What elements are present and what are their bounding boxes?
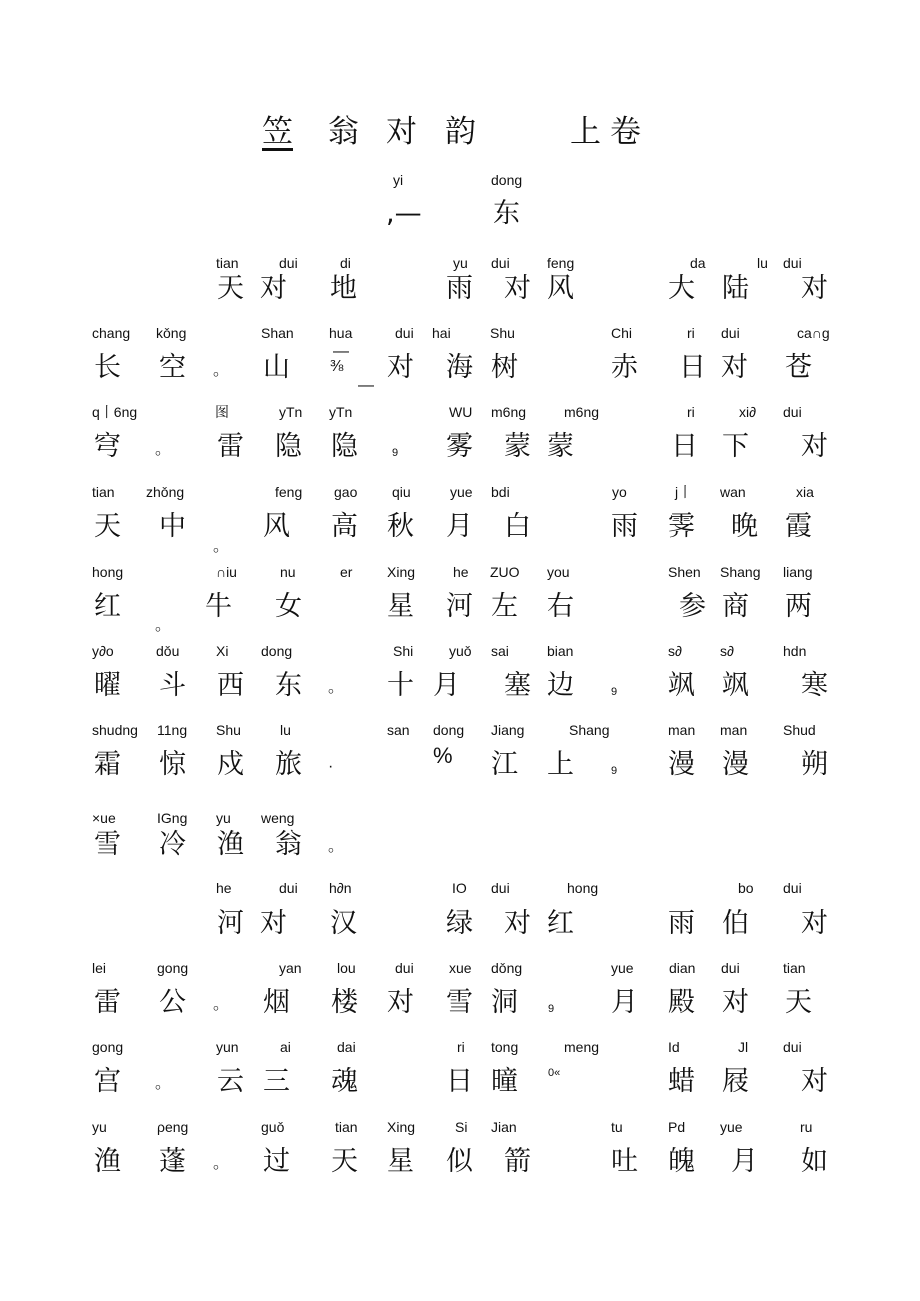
hanzi: 宫	[94, 1066, 121, 1097]
hanzi: 对	[387, 352, 414, 383]
scan-artifact: 0«	[548, 1067, 561, 1079]
hanzi: 对	[260, 908, 287, 939]
punctuation-mark: 。	[155, 617, 172, 634]
hanzi: 对	[504, 908, 531, 939]
pinyin: dong	[491, 172, 523, 188]
hanzi: 楼	[331, 987, 358, 1018]
pinyin: ai	[280, 1039, 291, 1055]
hanzi: 月	[731, 1146, 758, 1177]
hanzi: 晚	[731, 511, 758, 542]
hanzi: 绿	[446, 908, 473, 939]
pinyin: ρeng	[157, 1119, 189, 1135]
pinyin: dong	[261, 643, 293, 659]
hanzi: 吐	[611, 1146, 638, 1177]
hanzi: 天	[785, 987, 812, 1018]
hanzi: 东	[493, 198, 520, 229]
pinyin: Shu	[490, 325, 515, 341]
hanzi: 魂	[331, 1066, 358, 1097]
pinyin: WU	[449, 404, 473, 420]
pinyin: h∂n	[329, 880, 352, 896]
pinyin: kǒng	[156, 325, 187, 341]
pinyin: er	[340, 564, 353, 580]
hanzi: 日	[671, 431, 698, 462]
hanzi: 商	[722, 591, 749, 622]
hanzi: 云	[217, 1066, 244, 1097]
pinyin: Jiang	[491, 722, 525, 738]
title-char: 韵	[445, 114, 476, 150]
hanzi: 曜	[94, 670, 121, 701]
scan-artifact: —	[358, 377, 374, 394]
hanzi: 对	[722, 987, 749, 1018]
hanzi: 对	[801, 273, 828, 304]
pinyin: tong	[491, 1039, 519, 1055]
hanzi: 汉	[330, 908, 357, 939]
pinyin: Shi	[393, 643, 414, 659]
hanzi: 雷	[217, 431, 244, 462]
hanzi: 斗	[159, 670, 186, 701]
punctuation-mark: 。	[328, 838, 345, 855]
pinyin: sai	[491, 643, 509, 659]
pinyin: tian	[216, 255, 239, 271]
pinyin: yue	[611, 960, 634, 976]
pinyin: Shan	[261, 325, 294, 341]
hanzi: 穹	[94, 431, 121, 462]
hanzi: 下	[722, 431, 749, 462]
pinyin: ri	[687, 404, 695, 420]
hanzi: 漫	[668, 749, 695, 780]
hanzi: 两	[785, 591, 812, 622]
hanzi: 雨	[446, 273, 473, 304]
title-char: 卷	[610, 114, 641, 150]
hanzi: 十	[387, 670, 414, 701]
pinyin: shudng	[92, 722, 138, 738]
hanzi: 长	[94, 352, 121, 383]
pinyin: yan	[279, 960, 302, 976]
pinyin: gong	[157, 960, 189, 976]
pinyin: IO	[452, 880, 467, 896]
hanzi: 边	[547, 670, 574, 701]
hanzi: 对	[801, 908, 828, 939]
punctuation-mark: 。	[155, 441, 172, 458]
hanzi: 参	[679, 591, 706, 622]
hanzi: 蜡	[668, 1066, 695, 1097]
hanzi: 秋	[387, 511, 414, 542]
title-char: 上	[570, 114, 601, 150]
hanzi: 女	[275, 591, 302, 622]
pinyin: dui	[279, 255, 298, 271]
hanzi: 风	[263, 511, 290, 542]
hanzi: 渔	[94, 1146, 121, 1177]
pinyin: guǒ	[261, 1119, 285, 1135]
pinyin: man	[668, 722, 696, 738]
hanzi: 伯	[722, 908, 749, 939]
hanzi: 旅	[275, 749, 302, 780]
pinyin: hdn	[783, 643, 807, 659]
hanzi: 河	[446, 591, 473, 622]
hanzi: 月	[611, 987, 638, 1018]
pinyin: dai	[337, 1039, 356, 1055]
hanzi: 烟	[263, 987, 290, 1018]
pinyin: di	[340, 255, 351, 271]
pinyin: lou	[337, 960, 356, 976]
pinyin: dian	[669, 960, 696, 976]
pinyin: man	[720, 722, 748, 738]
punctuation-mark: 。	[213, 538, 230, 555]
hanzi: 对	[504, 273, 531, 304]
pinyin: ri	[687, 325, 695, 341]
hanzi: 对	[260, 273, 287, 304]
hanzi: 渔	[217, 829, 244, 860]
pinyin: s∂	[720, 643, 734, 659]
punctuation-mark: ·	[328, 758, 334, 775]
hanzi: 海	[446, 352, 473, 383]
hanzi: 魄	[668, 1146, 695, 1177]
pinyin: j丨	[675, 484, 693, 500]
pinyin: ∩iu	[216, 564, 237, 580]
pinyin: Xi	[216, 643, 229, 659]
hanzi: 空	[159, 352, 186, 383]
title-char: 笠	[262, 114, 293, 150]
hanzi: 戍	[217, 749, 244, 780]
punctuation-mark: 。	[328, 679, 345, 696]
hanzi: 右	[547, 591, 574, 622]
pinyin: gong	[92, 1039, 124, 1055]
pinyin: yue	[450, 484, 473, 500]
pinyin: yTn	[279, 404, 303, 420]
pinyin: liang	[783, 564, 813, 580]
hanzi: 陆	[722, 273, 749, 304]
pinyin: Shang	[720, 564, 761, 580]
hanzi: 隐	[331, 431, 358, 462]
hanzi: 雨	[611, 511, 638, 542]
pinyin: meng	[564, 1039, 600, 1055]
pinyin: lu	[757, 255, 768, 271]
pinyin: dui	[721, 325, 740, 341]
hanzi: 风	[547, 273, 574, 304]
pinyin: Chi	[611, 325, 633, 341]
hanzi: 惊	[159, 749, 186, 780]
punctuation-mark: 。	[213, 362, 230, 379]
pinyin: dong	[433, 722, 465, 738]
hanzi: 天	[94, 511, 121, 542]
pinyin: wan	[720, 484, 746, 500]
pinyin: gao	[334, 484, 358, 500]
pinyin: feng	[547, 255, 575, 271]
hanzi: 洞	[491, 987, 518, 1018]
pinyin: dui	[783, 1039, 802, 1055]
pinyin: ri	[457, 1039, 465, 1055]
hanzi: 雪	[94, 829, 121, 860]
hanzi: 苍	[785, 352, 812, 383]
hanzi: 箭	[504, 1146, 531, 1177]
hanzi: 霞	[785, 511, 812, 542]
scan-artifact: 9	[611, 686, 618, 698]
scan-artifact: 9	[392, 447, 399, 459]
hanzi: 雪	[446, 987, 473, 1018]
pinyin: yu	[216, 810, 231, 826]
pinyin: yu	[92, 1119, 107, 1135]
pinyin: dui	[783, 880, 802, 896]
punctuation-mark: 。	[155, 1075, 172, 1092]
hanzi: 白	[504, 511, 531, 542]
hanzi: 冷	[159, 829, 186, 860]
punctuation-mark: 。	[213, 996, 230, 1013]
pinyin: Shu	[216, 722, 241, 738]
pinyin: he	[453, 564, 469, 580]
hanzi: 大	[668, 273, 695, 304]
hanzi: 蓬	[159, 1146, 186, 1177]
hanzi: 雾	[446, 431, 473, 462]
title-char: 翁	[328, 114, 359, 150]
hanzi: 翁	[275, 829, 302, 860]
hanzi: 赤	[611, 352, 638, 383]
pinyin: xi∂	[739, 404, 757, 420]
hanzi: 屐	[722, 1066, 749, 1097]
pinyin: bdi	[491, 484, 510, 500]
hanzi: 蒙	[547, 431, 574, 462]
hanzi: 对	[801, 1066, 828, 1097]
pinyin: yo	[612, 484, 627, 500]
pinyin: chang	[92, 325, 131, 341]
pinyin: qiu	[392, 484, 411, 500]
hanzi: 中	[159, 511, 186, 542]
pinyin: dui	[279, 880, 298, 896]
pinyin: zhǒng	[146, 484, 185, 500]
pinyin: ca∩g	[797, 325, 830, 341]
hanzi: 蒙	[504, 431, 531, 462]
pinyin: dui	[783, 255, 802, 271]
pinyin: Jl	[738, 1039, 749, 1055]
hanzi: 红	[547, 908, 574, 939]
hanzi: 漫	[722, 749, 749, 780]
pinyin: dǒu	[156, 643, 180, 659]
hanzi: 霜	[94, 749, 121, 780]
pinyin: m6ng	[564, 404, 600, 420]
hanzi: 日	[679, 352, 706, 383]
pinyin: dui	[395, 325, 414, 341]
hanzi: 天	[217, 273, 244, 304]
pinyin: lu	[280, 722, 291, 738]
pinyin: Xing	[387, 564, 416, 580]
pinyin: tu	[611, 1119, 623, 1135]
hanzi: 高	[331, 511, 358, 542]
pinyin: hua	[329, 325, 353, 341]
hanzi: 雷	[94, 987, 121, 1018]
hanzi: 飒	[668, 670, 695, 701]
pinyin: Xing	[387, 1119, 416, 1135]
pinyin: xia	[796, 484, 814, 500]
pinyin: Pd	[668, 1119, 686, 1135]
hanzi: 过	[263, 1146, 290, 1177]
pinyin: dui	[783, 404, 802, 420]
hanzi: 隐	[275, 431, 302, 462]
pinyin: bian	[547, 643, 574, 659]
punctuation-mark: 。	[213, 1155, 230, 1172]
pinyin: m6ng	[491, 404, 527, 420]
pinyin: feng	[275, 484, 303, 500]
hanzi: 山	[263, 352, 290, 383]
pinyin: tian	[92, 484, 115, 500]
hanzi: 公	[159, 987, 186, 1018]
hanzi: ,—	[386, 198, 422, 229]
hanzi: 月	[433, 670, 460, 701]
pinyin: weng	[261, 810, 295, 826]
pinyin: q丨6ng	[92, 404, 138, 420]
scan-artifact: —	[333, 343, 349, 360]
pinyin: da	[690, 255, 706, 271]
hanzi: 雨	[668, 908, 695, 939]
pinyin: he	[216, 880, 232, 896]
hanzi: 日	[446, 1066, 473, 1097]
hanzi: 星	[387, 1146, 414, 1177]
pinyin: tian	[335, 1119, 358, 1135]
hanzi: 寒	[801, 670, 828, 701]
pinyin: san	[387, 722, 410, 738]
pinyin: lei	[92, 960, 107, 976]
hanzi: 江	[491, 749, 518, 780]
pinyin: yuǒ	[449, 643, 472, 659]
pinyin: yu	[453, 255, 468, 271]
scan-artifact: 9	[548, 1003, 555, 1015]
pinyin: hai	[432, 325, 451, 341]
pinyin: nu	[280, 564, 296, 580]
hanzi: 霁	[668, 511, 695, 542]
pinyin: bo	[738, 880, 754, 896]
hanzi: 地	[330, 273, 357, 304]
hanzi: 殿	[668, 987, 695, 1018]
pinyin: xue	[449, 960, 472, 976]
hanzi: 左	[491, 591, 518, 622]
hanzi: 飒	[722, 670, 749, 701]
hanzi: 对	[387, 987, 414, 1018]
hanzi: 西	[217, 670, 244, 701]
pinyin: y∂o	[92, 643, 114, 659]
pinyin: 图	[215, 404, 229, 420]
hanzi: 三	[263, 1066, 290, 1097]
pinyin: yTn	[329, 404, 353, 420]
pinyin: tian	[783, 960, 806, 976]
pinyin: Shang	[569, 722, 610, 738]
pinyin: Shud	[783, 722, 816, 738]
hanzi: 如	[801, 1146, 828, 1177]
pinyin: dui	[491, 880, 510, 896]
pinyin: yun	[216, 1039, 239, 1055]
pinyin: Shen	[668, 564, 701, 580]
hanzi: 似	[446, 1146, 473, 1177]
hanzi: 对	[721, 352, 748, 383]
pinyin: yi	[393, 172, 404, 188]
pinyin: Id	[668, 1039, 680, 1055]
scan-artifact: %	[433, 743, 453, 768]
pinyin: yue	[720, 1119, 743, 1135]
pinyin: dui	[395, 960, 414, 976]
hanzi: 朔	[801, 749, 828, 780]
scan-artifact: 9	[611, 765, 618, 777]
hanzi: 上	[547, 749, 574, 780]
pinyin: hong	[567, 880, 599, 896]
pinyin: Jian	[491, 1119, 517, 1135]
pinyin: dǒng	[491, 960, 523, 976]
hanzi: 东	[275, 670, 302, 701]
pinyin: dui	[721, 960, 740, 976]
pinyin: dui	[491, 255, 510, 271]
pinyin: ZUO	[490, 564, 520, 580]
hanzi: 对	[801, 431, 828, 462]
hanzi: 树	[491, 352, 518, 383]
hanzi: 塞	[504, 670, 531, 701]
hanzi: 河	[217, 908, 244, 939]
pinyin: 11ng	[157, 722, 188, 738]
hanzi: 星	[387, 591, 414, 622]
pinyin: ×ue	[92, 810, 116, 826]
pinyin: hong	[92, 564, 124, 580]
pinyin: ru	[800, 1119, 813, 1135]
hanzi: 月	[446, 511, 473, 542]
pinyin: IGng	[157, 810, 188, 826]
pinyin: s∂	[668, 643, 682, 659]
hanzi: 牛	[205, 591, 232, 622]
scan-artifact: ⅜	[330, 358, 344, 375]
pinyin: you	[547, 564, 570, 580]
hanzi: 红	[94, 591, 121, 622]
hanzi: 天	[331, 1146, 358, 1177]
pinyin: Si	[455, 1119, 468, 1135]
title-char: 对	[386, 114, 417, 150]
hanzi: 曈	[491, 1066, 518, 1097]
